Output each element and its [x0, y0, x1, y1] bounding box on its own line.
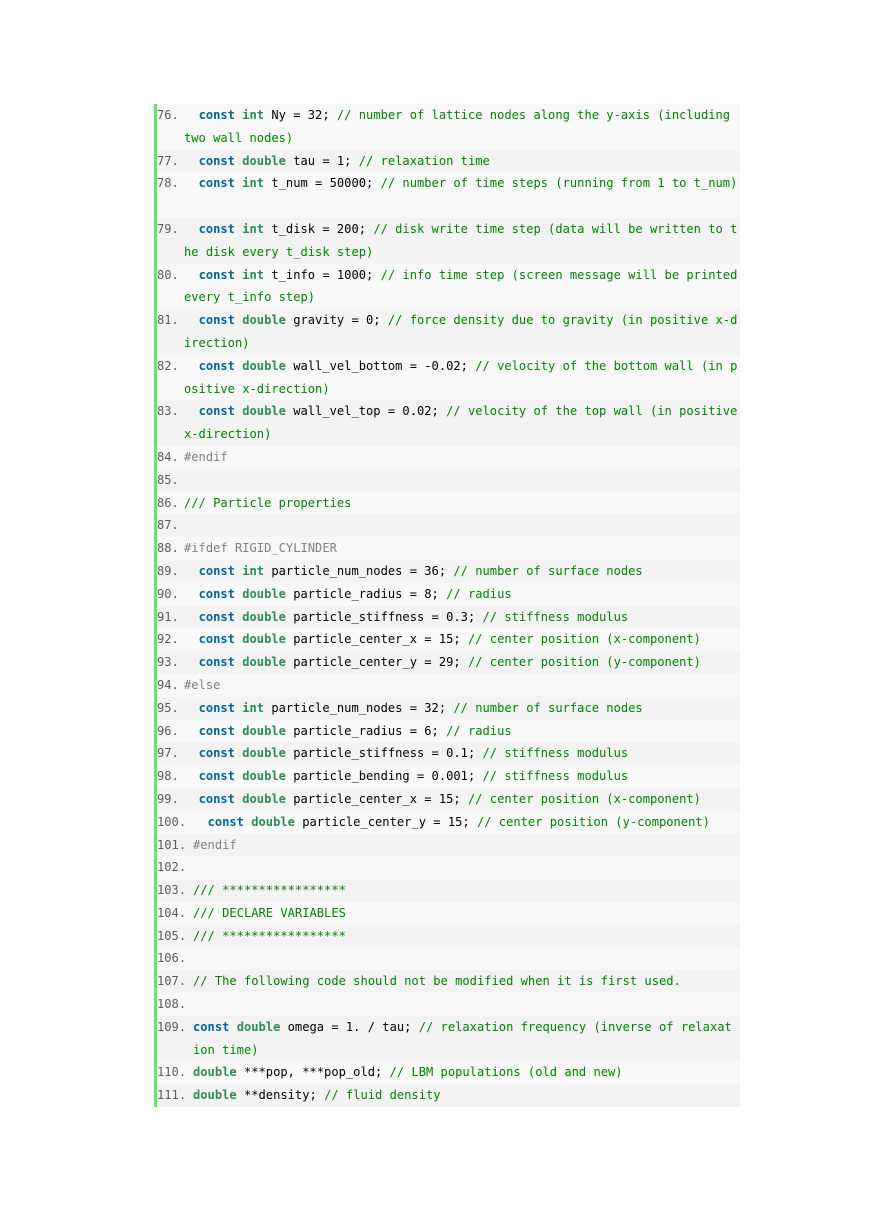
code-text: particle_radius = 8;: [285, 586, 447, 601]
line-number: 84.: [157, 449, 179, 464]
code-line: [157, 993, 740, 1016]
line-number: 109.: [157, 1019, 187, 1034]
code-type: int: [242, 267, 265, 282]
code-keyword: const: [198, 404, 235, 419]
code-comment: // disk write time step (data will be written to the disk every t_disk step): [184, 221, 738, 259]
code-line: [157, 902, 740, 925]
code-keyword: const: [193, 1019, 230, 1034]
code-keyword: const: [198, 723, 235, 738]
code-comment: // The following code should not be modified when it is first used.: [193, 974, 681, 989]
code-line: [157, 742, 740, 765]
code-line: [157, 469, 740, 492]
code-line: [157, 834, 740, 857]
line-number: 80.: [157, 267, 179, 282]
code-text: tau = 1;: [285, 153, 359, 168]
code-type: double: [242, 358, 286, 373]
code-text: [229, 1020, 236, 1034]
code-keyword: const: [198, 700, 235, 715]
code-type: double: [251, 814, 295, 829]
code-preprocessor: #endif: [193, 837, 237, 852]
code-text: [184, 769, 199, 783]
code-type: int: [242, 221, 265, 236]
code-comment: // stiffness modulus: [482, 609, 629, 624]
code-text: particle_num_nodes = 32;: [264, 700, 454, 715]
code-type: double: [242, 655, 286, 670]
line-number: 91.: [157, 609, 179, 624]
code-comment: /// *****************: [193, 928, 346, 943]
code-line: [157, 355, 740, 401]
code-line: [157, 651, 740, 674]
code-text: **density;: [236, 1088, 325, 1103]
code-line: [157, 264, 745, 310]
code-type: double: [242, 404, 286, 419]
code-text: particle_num_nodes = 36;: [264, 563, 454, 578]
code-text: [184, 313, 199, 327]
line-number: 89.: [157, 563, 179, 578]
code-keyword: const: [198, 313, 235, 328]
code-text: [184, 701, 199, 715]
code-comment: // center position (x-component): [467, 791, 701, 806]
line-number: 107.: [157, 974, 187, 989]
code-line: [157, 446, 740, 469]
code-line: [157, 400, 745, 446]
line-number: 86.: [157, 495, 179, 510]
line-number: 106.: [157, 951, 187, 966]
line-number: 87.: [157, 518, 179, 533]
line-number: 103.: [157, 883, 187, 898]
code-text: [184, 108, 199, 122]
code-text: gravity = 0;: [285, 313, 388, 328]
code-text: [184, 359, 199, 373]
code-line: [157, 628, 740, 651]
line-number: 79.: [157, 221, 179, 236]
code-text: particle_center_y = 29;: [285, 655, 468, 670]
code-text: [184, 655, 199, 669]
code-type: double: [242, 769, 286, 784]
code-keyword: const: [198, 153, 235, 168]
code-comment: // center position (x-component): [467, 632, 701, 647]
code-line: [157, 606, 740, 629]
code-text: particle_radius = 6;: [285, 723, 447, 738]
code-line: [157, 811, 740, 834]
code-type: int: [242, 563, 265, 578]
code-keyword: const: [198, 358, 235, 373]
code-comment: // center position (y-component): [467, 655, 701, 670]
code-type: double: [242, 791, 286, 806]
code-text: t_info = 1000;: [264, 267, 381, 282]
code-keyword: const: [198, 176, 235, 191]
code-text: wall_vel_top = 0.02;: [285, 404, 447, 419]
code-text: [184, 746, 199, 760]
code-text: [184, 587, 199, 601]
code-preprocessor: #else: [184, 677, 221, 692]
code-comment: /// DECLARE VARIABLES: [193, 905, 346, 920]
line-number: 96.: [157, 723, 179, 738]
code-type: int: [242, 700, 265, 715]
code-comment: // center position (y-component): [476, 814, 710, 829]
line-number: 93.: [157, 655, 179, 670]
code-text: [184, 404, 199, 418]
line-number: 108.: [157, 997, 187, 1012]
line-number: 92.: [157, 632, 179, 647]
code-comment: // relaxation time: [358, 153, 490, 168]
code-line: [157, 765, 740, 788]
code-text: [184, 724, 199, 738]
line-number: 81.: [157, 313, 179, 328]
code-text: [184, 632, 199, 646]
code-comment: /// Particle properties: [184, 495, 352, 510]
code-comment: /// *****************: [193, 883, 346, 898]
code-text: [184, 222, 199, 236]
code-comment: // stiffness modulus: [482, 746, 629, 761]
code-comment: // number of surface nodes: [453, 563, 643, 578]
line-number: 97.: [157, 746, 179, 761]
code-line: [157, 560, 740, 583]
code-comment: // number of time steps (running from 1 to t_num): [380, 176, 738, 191]
line-number: 88.: [157, 541, 179, 556]
line-number: 99.: [157, 791, 179, 806]
code-text: particle_center_y = 15;: [294, 814, 477, 829]
code-text: particle_stiffness = 0.3;: [285, 609, 483, 624]
code-preprocessor: #ifdef RIGID_CYLINDER: [184, 541, 337, 556]
code-line: [157, 674, 740, 697]
code-keyword: const: [207, 814, 244, 829]
line-number: 78.: [157, 176, 179, 191]
code-line: [157, 720, 740, 743]
code-text: [193, 815, 208, 829]
line-number: 104.: [157, 905, 187, 920]
line-number: 85.: [157, 472, 179, 487]
line-number: 102.: [157, 860, 187, 875]
code-type: int: [242, 108, 265, 122]
line-number: 76.: [157, 108, 179, 122]
code-type: double: [242, 632, 286, 647]
code-line: [157, 947, 740, 970]
line-number: 90.: [157, 586, 179, 601]
line-number: 82.: [157, 358, 179, 373]
code-line: [157, 879, 740, 902]
code-type: double: [193, 1065, 237, 1080]
code-line: [157, 1061, 740, 1084]
code-comment: // stiffness modulus: [482, 769, 629, 784]
code-type: double: [242, 746, 286, 761]
code-keyword: const: [198, 108, 235, 122]
code-line: [157, 925, 740, 948]
code-type: double: [242, 586, 286, 601]
code-keyword: const: [198, 791, 235, 806]
code-text: [184, 792, 199, 806]
line-number: 77.: [157, 153, 179, 168]
code-type: double: [242, 313, 286, 328]
code-line: [157, 150, 740, 173]
code-comment: // fluid density: [324, 1088, 441, 1103]
code-text: t_disk = 200;: [264, 221, 374, 236]
code-text: [184, 176, 199, 190]
line-number: 111.: [157, 1088, 187, 1103]
code-line: [157, 583, 740, 606]
line-number: 94.: [157, 677, 179, 692]
line-number: 83.: [157, 404, 179, 419]
code-type: double: [236, 1019, 281, 1034]
line-number: 95.: [157, 700, 179, 715]
code-line: [157, 697, 740, 720]
code-comment: // force density due to gravity (in positive x-direction): [184, 313, 738, 350]
code-keyword: const: [198, 221, 235, 236]
line-number: 101.: [157, 837, 187, 852]
code-text: [184, 564, 199, 578]
code-text: particle_center_x = 15;: [285, 632, 468, 647]
code-comment: // radius: [446, 723, 512, 738]
code-comment: // number of lattice nodes along the y-axis (including two wall nodes): [184, 108, 738, 145]
code-keyword: const: [198, 586, 235, 601]
code-keyword: const: [198, 655, 235, 670]
code-line: [157, 492, 740, 515]
code-text: [184, 610, 199, 624]
code-line: [157, 104, 740, 150]
line-number: 105.: [157, 928, 187, 943]
code-text: omega = 1. / tau;: [280, 1019, 419, 1034]
code-line: [157, 856, 740, 879]
code-listing: [154, 104, 745, 1107]
code-comment: // velocity of the top wall (in positive x-direction): [184, 404, 745, 442]
line-number: 100.: [157, 814, 187, 829]
line-number: 110.: [157, 1065, 187, 1080]
code-line: [157, 514, 740, 537]
code-text: particle_bending = 0.001;: [285, 769, 483, 784]
code-comment: // radius: [446, 586, 512, 601]
code-text: particle_center_x = 15;: [285, 791, 468, 806]
code-line: [157, 970, 740, 993]
code-comment: // LBM populations (old and new): [389, 1065, 623, 1080]
code-keyword: const: [198, 609, 235, 624]
code-text: wall_vel_bottom = -0.02;: [285, 358, 476, 373]
code-text: [184, 154, 199, 168]
code-preprocessor: #endif: [184, 449, 228, 464]
code-line: [157, 309, 740, 355]
line-number: 98.: [157, 769, 179, 784]
code-line: [157, 537, 740, 560]
code-comment: // number of surface nodes: [453, 700, 643, 715]
code-line: [157, 788, 740, 811]
code-text: ***pop, ***pop_old;: [236, 1065, 390, 1080]
code-keyword: const: [198, 563, 235, 578]
code-type: double: [242, 723, 286, 738]
code-type: int: [242, 176, 265, 191]
code-line: [157, 172, 740, 218]
code-text: [184, 268, 199, 282]
code-comment: // info time step (screen message will be printed every t_info step): [184, 267, 745, 305]
code-line: [157, 1016, 740, 1062]
code-line: [157, 218, 740, 264]
code-comment: // velocity of the bottom wall (in positive x-direction): [184, 358, 738, 396]
code-text: t_num = 50000;: [264, 176, 381, 191]
code-keyword: const: [198, 769, 235, 784]
code-type: double: [193, 1088, 237, 1103]
code-keyword: const: [198, 746, 235, 761]
code-comment: // relaxation frequency (inverse of relaxation time): [193, 1019, 732, 1057]
code-type: double: [242, 153, 286, 168]
code-text: Ny = 32;: [264, 108, 337, 122]
code-text: particle_stiffness = 0.1;: [285, 746, 483, 761]
code-line: [157, 1084, 740, 1107]
code-type: double: [242, 609, 286, 624]
code-keyword: const: [198, 632, 235, 647]
code-keyword: const: [198, 267, 235, 282]
